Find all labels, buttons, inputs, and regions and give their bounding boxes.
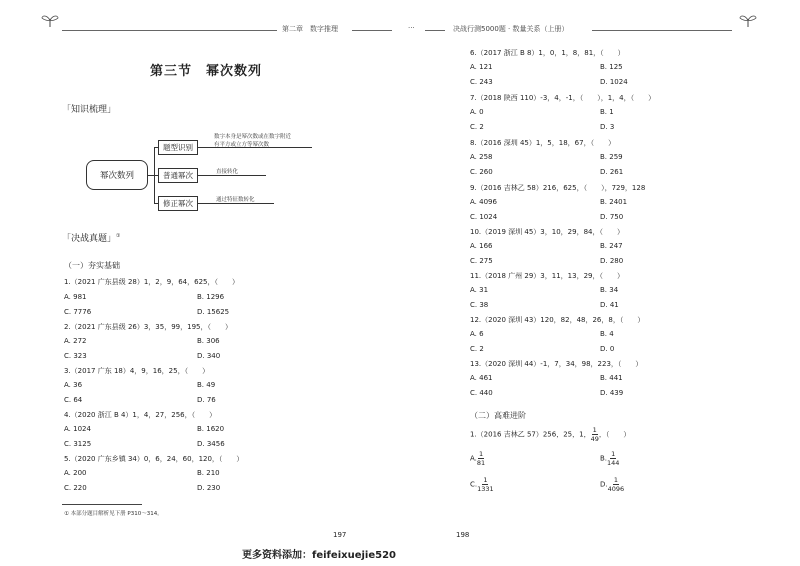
exam-section-label [62, 231, 121, 244]
question-4: 4.（2020 浙江 B 4）1，4，27，256，（ ） [64, 411, 217, 419]
mindmap-desc-3: 通过特征数转化 [216, 197, 255, 203]
q14-option-a [470, 450, 485, 467]
q12-option-a: A. 6 [470, 330, 484, 338]
header-rule-left [62, 30, 277, 31]
page-title: 第三节 幂次数列 [150, 64, 263, 79]
exam-section-text: 「决战真题」 [62, 234, 117, 244]
q3-option-d: D. 76 [197, 396, 216, 404]
q14-b-num: 1 [611, 450, 616, 458]
question-11: 11.（2018 广州 29）3，11，13，29，（ ） [470, 272, 624, 280]
q2-option-d: D. 340 [197, 352, 221, 360]
q1-option-d: D. 15625 [197, 308, 230, 316]
page-number-right: 198 [456, 531, 470, 539]
q14-option-b [600, 450, 619, 467]
q8-option-a: A. 258 [470, 153, 493, 161]
q12-option-d: D. 0 [600, 345, 615, 353]
q14-a-label: A. [470, 454, 477, 463]
q10-option-c: C. 275 [470, 257, 493, 265]
q14-stem: 1.（2016 吉林乙 57）256，25，1， [470, 430, 591, 439]
mindmap-branch-2: 普通幂次 [158, 168, 198, 183]
q13-option-c: C. 440 [470, 389, 493, 397]
q5-option-d: D. 230 [197, 484, 221, 492]
subsection-basic: （一）夯实基础 [64, 261, 120, 270]
q14-option-c [470, 476, 494, 493]
q14-d-label: D. [600, 480, 608, 489]
q14-d-fraction [608, 476, 625, 493]
q12-option-b: B. 4 [600, 330, 614, 338]
header-rule-right [425, 30, 445, 31]
q14-stem-num: 1 [592, 426, 597, 434]
q6-option-b: B. 125 [600, 63, 623, 71]
q2-option-a: A. 272 [64, 337, 87, 345]
q6-option-c: C. 243 [470, 78, 493, 86]
mindmap-branch-3: 修正幂次 [158, 196, 198, 211]
q7-option-a: A. 0 [470, 108, 484, 116]
question-13: 13.（2020 深圳 44）-1，7，34，98，223，（ ） [470, 360, 643, 368]
footnote-rule [62, 504, 142, 505]
q6-option-d: D. 1024 [600, 78, 628, 86]
q1-option-c: C. 7776 [64, 308, 92, 316]
mindmap-desc-3-underline [212, 203, 274, 204]
q5-option-c: C. 220 [64, 484, 87, 492]
q7-option-c: C. 2 [470, 123, 484, 131]
mindmap-desc-2-connector [198, 175, 212, 176]
q8-option-c: C. 260 [470, 168, 493, 176]
q14-b-label: B. [600, 454, 608, 463]
sprout-right-icon [738, 12, 758, 28]
q9-option-a: A. 4096 [470, 198, 497, 206]
q14-b-den: 144 [607, 459, 620, 467]
q14-a-den: 81 [476, 459, 486, 467]
q7-option-d: D. 3 [600, 123, 615, 131]
q8-option-b: B. 259 [600, 153, 623, 161]
q11-option-c: C. 38 [470, 301, 489, 309]
q14-stem-fraction [591, 426, 599, 443]
question-3: 3.（2017 广东 18）4，9，16，25，（ ） [64, 367, 210, 375]
footer-contact: 更多资料添加：feifeixuejie520 [242, 550, 396, 561]
q4-option-a: A. 1024 [64, 425, 91, 433]
q6-option-a: A. 121 [470, 63, 493, 71]
q14-c-label: C. [470, 480, 478, 489]
q8-option-d: D. 261 [600, 168, 624, 176]
page-number-left: 197 [333, 531, 347, 539]
q14-stem-den: 49 [590, 435, 599, 443]
q4-option-b: B. 1620 [197, 425, 225, 433]
header-right-text: 决战行测5000题 · 数量关系（上册） [453, 25, 569, 33]
q14-b-fraction [607, 450, 619, 467]
q14-a-num: 1 [478, 450, 484, 458]
question-2: 2.（2021 广东县级 26）3，35，99，195，（ ） [64, 323, 232, 331]
q10-option-d: D. 280 [600, 257, 624, 265]
header-mid-dots: ··· [408, 24, 415, 32]
q2-option-c: C. 323 [64, 352, 87, 360]
knowledge-section-label: 「知识梳理」 [62, 105, 117, 115]
subsection-advanced: （二）高难进阶 [470, 411, 526, 420]
q12-option-c: C. 2 [470, 345, 484, 353]
q3-option-c: C. 64 [64, 396, 83, 404]
q14-c-den: 1331 [477, 485, 494, 493]
q5-option-b: B. 210 [197, 469, 220, 477]
q14-c-num: 1 [483, 476, 488, 484]
mindmap-center: 幂次数列 [86, 160, 148, 190]
q5-option-a: A. 200 [64, 469, 87, 477]
q9-option-c: C. 1024 [470, 213, 498, 221]
q14-stem-end: ，（ ） [598, 430, 631, 439]
header-rule-far-right [592, 30, 732, 31]
mindmap-desc-3-connector [198, 203, 212, 204]
mindmap-desc-2-underline [212, 175, 266, 176]
q1-option-b: B. 1296 [197, 293, 225, 301]
q14-a-fraction [477, 450, 485, 467]
q11-option-b: B. 34 [600, 286, 619, 294]
q14-d-den: 4096 [607, 485, 625, 493]
mindmap-desc-2: 直接转化 [216, 169, 239, 175]
q13-option-d: D. 439 [600, 389, 624, 397]
mindmap-desc-1-connector [198, 147, 212, 148]
header-rule-mid [352, 30, 392, 31]
question-8: 8.（2016 深圳 45）1，5，18，67，（ ） [470, 139, 616, 147]
q14-c-fraction [477, 476, 494, 493]
mindmap-desc-1-line2: 有平方或立方等幂次数 [214, 142, 270, 148]
question-1: 1.（2021 广东县级 28）1，2，9，64，625，（ ） [64, 278, 239, 286]
q7-option-b: B. 1 [600, 108, 614, 116]
sprout-left-icon [40, 12, 60, 28]
q3-option-a: A. 36 [64, 381, 83, 389]
question-14 [470, 426, 630, 443]
q9-option-b: B. 2401 [600, 198, 628, 206]
question-10: 10.（2019 深圳 45）3，10，29，84，（ ） [470, 228, 624, 236]
q1-option-a: A. 981 [64, 293, 87, 301]
question-7: 7.（2018 陕西 110）-3，4，-1，（ ），1，4，（ ） [470, 94, 656, 102]
q14-d-num: 1 [613, 476, 618, 484]
q4-option-d: D. 3456 [197, 440, 225, 448]
mindmap-desc-1-line1: 数字本身是幂次数或在数字附近 [214, 134, 292, 140]
q10-option-b: B. 247 [600, 242, 623, 250]
q10-option-a: A. 166 [470, 242, 493, 250]
q11-option-d: D. 41 [600, 301, 619, 309]
q13-option-a: A. 461 [470, 374, 493, 382]
question-12: 12.（2020 深圳 43）120，82，48，26，8，（ ） [470, 316, 645, 324]
exam-section-footnote-mark: ① [116, 233, 121, 239]
q14-option-d [600, 476, 624, 493]
footnote: ① 本部分题目解析见下册 P310～314。 [64, 511, 163, 517]
q4-option-c: C. 3125 [64, 440, 92, 448]
q3-option-b: B. 49 [197, 381, 216, 389]
q11-option-a: A. 31 [470, 286, 489, 294]
question-6: 6.（2017 浙江 B 8）1，0，1，8，81，（ ） [470, 49, 625, 57]
mindmap-branch-1: 题型识别 [158, 140, 198, 155]
q9-option-d: D. 750 [600, 213, 624, 221]
question-9: 9.（2016 吉林乙 58）216，625，（ ），729，128 [470, 184, 646, 192]
q2-option-b: B. 306 [197, 337, 220, 345]
q13-option-b: B. 441 [600, 374, 623, 382]
question-5: 5.（2020 广东乡镇 34）0，6，24，60，120，（ ） [64, 455, 244, 463]
header-left-text: 第二章 数字推理 [282, 25, 338, 33]
